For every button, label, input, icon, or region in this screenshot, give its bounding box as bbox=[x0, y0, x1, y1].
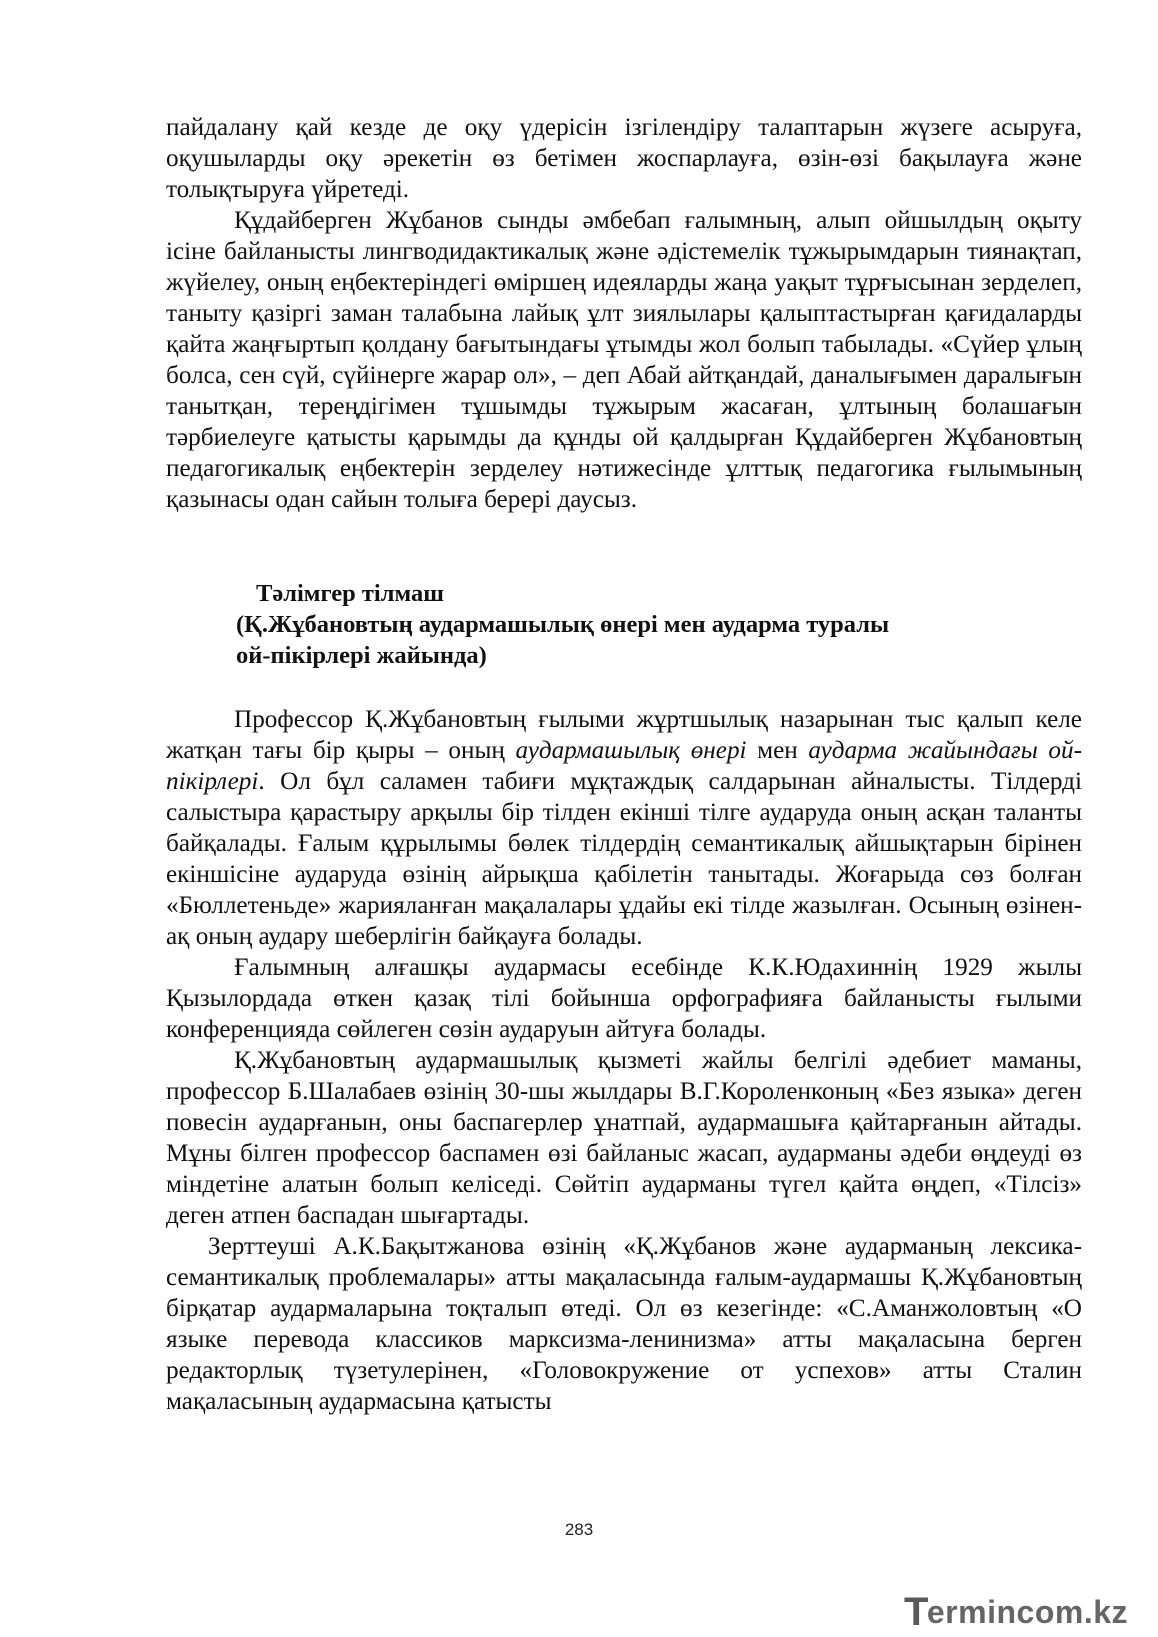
paragraph-continued: пайдалану қай кезде де оқу үдерісін ізгілендіру талаптарын жүзеге асыруға, оқушыларды оқу әрекетін өз бетімен жоспарлауға, өзін-өзі бақылауға және толықтыруға үйретеді. bbox=[166, 114, 1082, 203]
paragraph-first-translation: Ғалымның алғашқы аудармасы есебінде К.К.Юдахиннің 1929 жылы Қызылордада өткен қазақ тілі бойынша орфографияға байланысты ғылыми конференцияда сөйлеген сөзін аударуын айтуға болады. bbox=[166, 954, 1082, 1043]
italic-term: аудармашылық өнері bbox=[515, 737, 747, 764]
paragraph-korolenko: Қ.Жұбановтың аудармашылық қызметі жайлы белгілі әдебиет маманы, профессор Б.Шалабаев өзінің 30-шы жылдары В.Г.Короленконың «Без языка» деген повесін аударғанын, оны баспагерлер ұнатпай, аудармашыға қайтарғанын айтады. Мұны білген профессор баспамен өзі байланыс жасап, аударманы әдеби өңдеуді өз міндетіне алатын болып келіседі. Сөйтіп аударманы түгел қайта өңдеп, «Тілсіз» деген атпен баспадан шығартады. bbox=[166, 1047, 1082, 1229]
section-subtitle-line-1: (Қ.Жұбановтың аудармашылық өнері мен аударма туралы bbox=[236, 611, 890, 638]
page-body bbox=[166, 112, 1082, 1417]
paragraph-translation-art bbox=[166, 704, 1082, 952]
section-subtitle-line-2: ой-пікірлері жайында) bbox=[236, 642, 487, 669]
watermark-text: ermincom.kz bbox=[926, 1594, 1128, 1630]
paragraph-zhubanov-summary: Құдайберген Жұбанов сынды әмбебап ғалымның, алып ойшылдың оқыту ісіне байланысты лингводидактикалық және әдістемелік тұжырымдарын тиянақтап, жүйелеу, оның еңбектеріндегі өміршең идеяларды жаңа уақыт тұрғысынан зерделеп, таныту қазіргі заман талабына лайық ұлт зиялылары қалыптастырған қағидаларды қайта жаңғыртып қолдану бағытындағы ұтымды жол болып табылады. «Сүйер ұлың болса, сен сүй, сүйінерге жарар ол», – деп Абай айтқандай, даналығымен даралығын танытқан, тереңдігімен тұшымды тұжырым жасаған, ұлтының болашағын тәрбиелеуге қатысты қарымды да құнды ой қалдырған Құдайберген Жұбановтың педагогикалық еңбектерін зерделеу нәтижесінде ұлттық педагогика ғылымының қазынасы одан сайын толыға берері даусыз. bbox=[166, 207, 1082, 513]
paragraph-bakytzhanova: Зерттеуші А.К.Бақытжанова өзінің «Қ.Жұбанов және аударманың лексика-семантикалық проблемалары» атты мақаласында ғалым-аудармашы Қ.Жұбановтың бірқатар аудармаларына тоқталып өтеді. Ол өз кезегінде: «С.Аманжоловтың «О языке перевода классиков марксизма-ленинизма» атты мақаласына берген редакторлық түзетулерінен, «Головокружение от успехов» атты Сталин мақаласының аудармасына қатысты bbox=[166, 1233, 1082, 1415]
spacer bbox=[166, 671, 1082, 704]
site-watermark-logo bbox=[904, 1590, 1128, 1635]
text-run: Профессор Қ.Жұбановтың ғылыми жұртшылық назарынан тыс қалып келе жатқан тағы бір қыры – оның bbox=[166, 706, 1082, 764]
page-number: 283 bbox=[564, 1520, 594, 1539]
watermark-initial: T bbox=[903, 1590, 929, 1634]
section-title: Тәлімгер тілмаш bbox=[256, 580, 444, 607]
text-run: . Ол бұл саламен табиғи мұқтаждық салдарынан айналысты. Тілдерді салыстыра қарастыру арқылы бір тілден екінші тілге аударуда оның асқан таланты байқалады. Ғалым құрылымы бөлек тілдердің семантикалық айшықтарын бірінен екіншісіне аударуда өзінің айрықша қабілетін танытады. Жоғарыда сөз болған «Бюллетеньде» жарияланған мақалалары ұдайы екі тілде жазылған. Осының өзінен-ақ оның аудару шеберлігін байқауға болады. bbox=[166, 768, 1082, 950]
italic-term: аударма жайындағы ой-пікірлері bbox=[166, 737, 1082, 795]
spacer bbox=[166, 515, 1082, 578]
text-run: мен bbox=[746, 737, 809, 764]
